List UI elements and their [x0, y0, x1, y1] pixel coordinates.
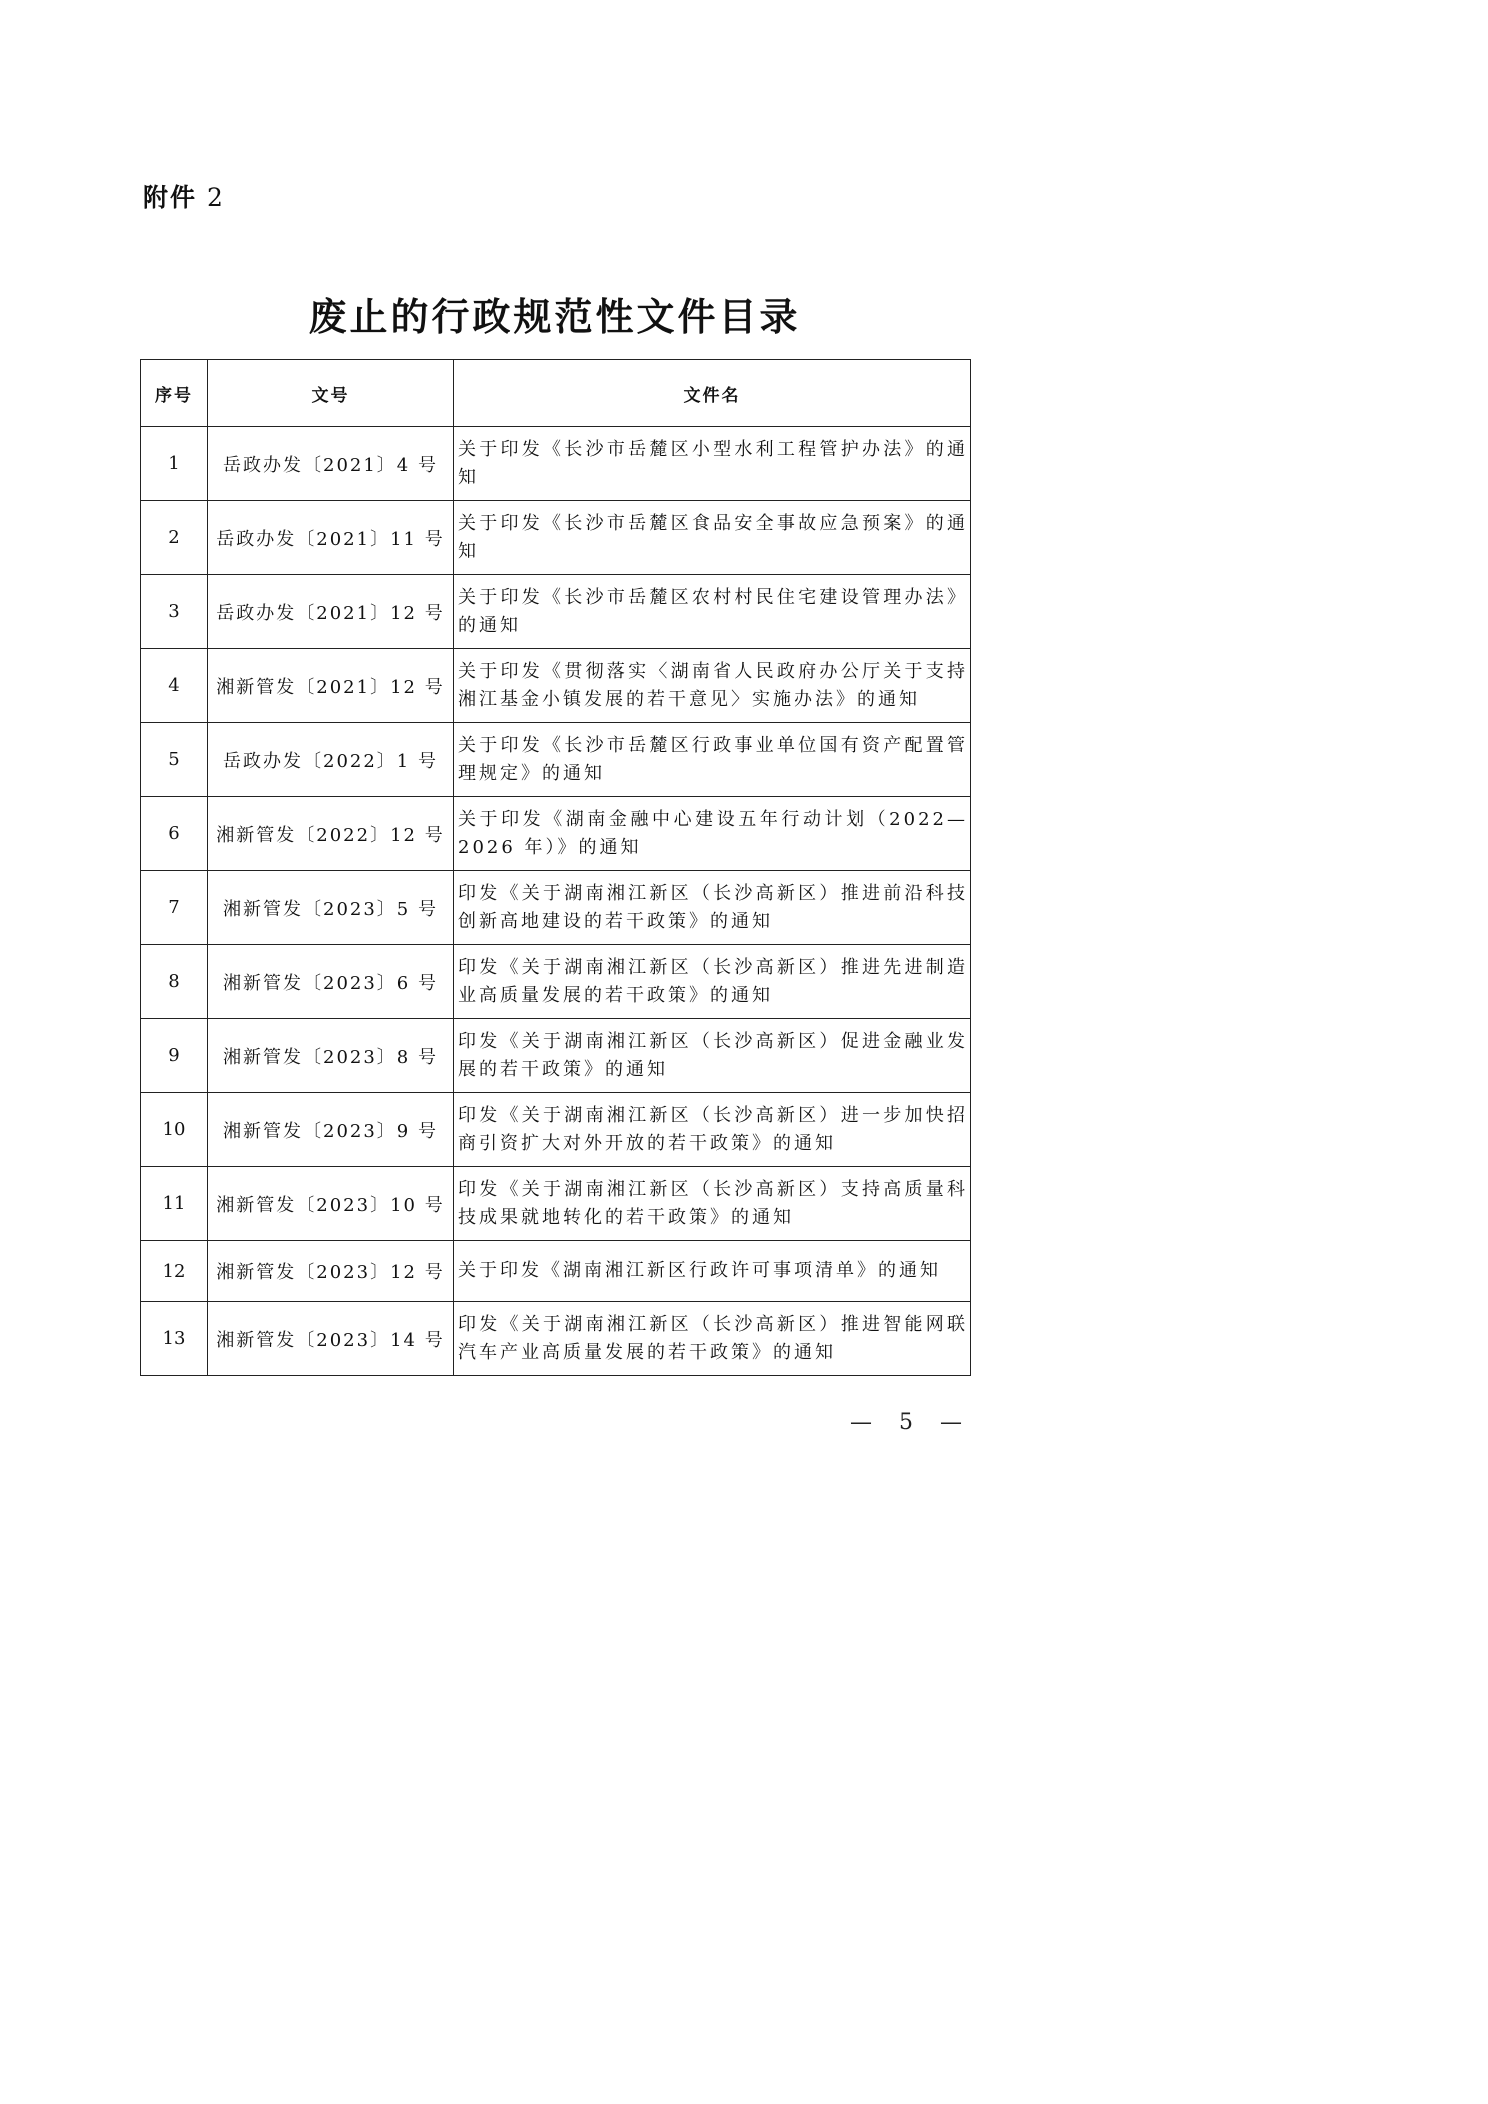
row-index: 6	[141, 797, 208, 871]
row-doc-no: 湘新管发〔2023〕10 号	[208, 1167, 454, 1241]
row-index: 4	[141, 649, 208, 723]
row-index: 1	[141, 427, 208, 501]
row-doc-no: 湘新管发〔2023〕14 号	[208, 1302, 454, 1376]
row-doc-no: 湘新管发〔2022〕12 号	[208, 797, 454, 871]
row-index: 9	[141, 1019, 208, 1093]
header-index: 序号	[141, 360, 208, 427]
row-index: 5	[141, 723, 208, 797]
repealed-documents-table	[140, 359, 971, 1376]
table-row	[141, 1302, 971, 1376]
row-doc-name: 印发《关于湖南湘江新区（长沙高新区）推进智能网联汽车产业高质量发展的若干政策》的通知	[454, 1302, 971, 1376]
row-doc-no: 湘新管发〔2023〕5 号	[208, 871, 454, 945]
row-doc-name: 关于印发《贯彻落实〈湖南省人民政府办公厅关于支持湘江基金小镇发展的若干意见〉实施办法》的通知	[454, 649, 971, 723]
row-index: 7	[141, 871, 208, 945]
table-row	[141, 1167, 971, 1241]
table-row	[141, 1093, 971, 1167]
table-row	[141, 945, 971, 1019]
table-row	[141, 427, 971, 501]
row-doc-no: 湘新管发〔2021〕12 号	[208, 649, 454, 723]
header-doc-no: 文号	[208, 360, 454, 427]
table-row	[141, 649, 971, 723]
row-doc-name: 印发《关于湖南湘江新区（长沙高新区）推进先进制造业高质量发展的若干政策》的通知	[454, 945, 971, 1019]
row-index: 10	[141, 1093, 208, 1167]
row-index: 3	[141, 575, 208, 649]
row-doc-name: 印发《关于湖南湘江新区（长沙高新区）促进金融业发展的若干政策》的通知	[454, 1019, 971, 1093]
row-doc-name: 关于印发《长沙市岳麓区农村村民住宅建设管理办法》的通知	[454, 575, 971, 649]
row-doc-no: 湘新管发〔2023〕9 号	[208, 1093, 454, 1167]
table-row	[141, 575, 971, 649]
row-doc-name: 关于印发《长沙市岳麓区行政事业单位国有资产配置管理规定》的通知	[454, 723, 971, 797]
header-doc-name: 文件名	[454, 360, 971, 427]
row-doc-name: 印发《关于湖南湘江新区（长沙高新区）推进前沿科技创新高地建设的若干政策》的通知	[454, 871, 971, 945]
row-doc-no: 岳政办发〔2022〕1 号	[208, 723, 454, 797]
table-row	[141, 1241, 971, 1302]
table-row	[141, 1019, 971, 1093]
row-doc-no: 岳政办发〔2021〕12 号	[208, 575, 454, 649]
row-doc-no: 岳政办发〔2021〕4 号	[208, 427, 454, 501]
row-index: 2	[141, 501, 208, 575]
row-index: 8	[141, 945, 208, 1019]
page-number: — 5 —	[850, 1410, 972, 1435]
row-index: 12	[141, 1241, 208, 1302]
row-doc-name: 关于印发《湖南湘江新区行政许可事项清单》的通知	[454, 1241, 971, 1302]
page-title: 废止的行政规范性文件目录	[308, 294, 801, 339]
row-doc-no: 湘新管发〔2023〕12 号	[208, 1241, 454, 1302]
row-doc-name: 印发《关于湖南湘江新区（长沙高新区）支持高质量科技成果就地转化的若干政策》的通知	[454, 1167, 971, 1241]
table-row	[141, 501, 971, 575]
table-row	[141, 723, 971, 797]
row-doc-name: 关于印发《湖南金融中心建设五年行动计划（2022—2026 年）》的通知	[454, 797, 971, 871]
row-doc-no: 湘新管发〔2023〕6 号	[208, 945, 454, 1019]
row-doc-no: 岳政办发〔2021〕11 号	[208, 501, 454, 575]
row-doc-name: 印发《关于湖南湘江新区（长沙高新区）进一步加快招商引资扩大对外开放的若干政策》的通知	[454, 1093, 971, 1167]
table-row	[141, 871, 971, 945]
table-row	[141, 797, 971, 871]
row-doc-name: 关于印发《长沙市岳麓区小型水利工程管护办法》的通知	[454, 427, 971, 501]
row-index: 13	[141, 1302, 208, 1376]
annex-number: 2	[206, 183, 225, 212]
table-header-row	[141, 360, 971, 427]
row-index: 11	[141, 1167, 208, 1241]
annex-label	[143, 178, 225, 214]
row-doc-no: 湘新管发〔2023〕8 号	[208, 1019, 454, 1093]
row-doc-name: 关于印发《长沙市岳麓区食品安全事故应急预案》的通知	[454, 501, 971, 575]
annex-label-text: 附件	[143, 183, 198, 212]
